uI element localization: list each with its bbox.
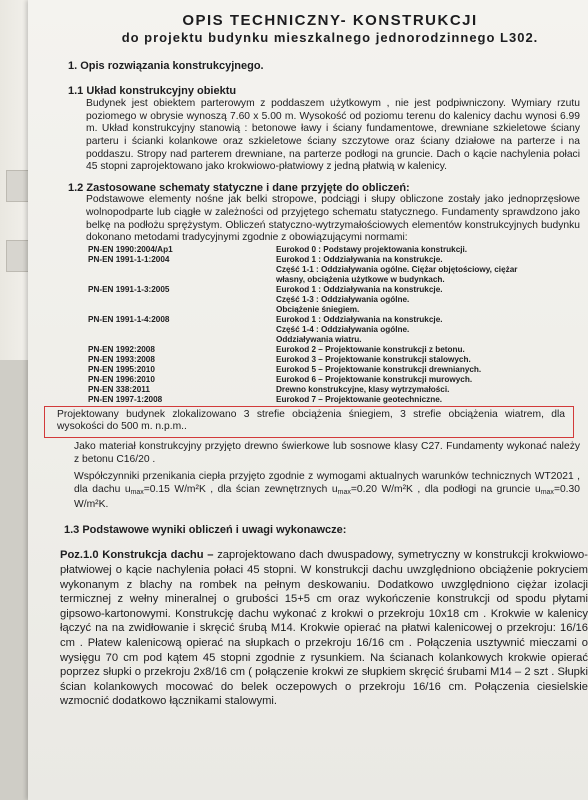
- norm-code: [88, 295, 276, 305]
- section-1-heading: 1. Opis rozwiązania konstrukcyjnego.: [68, 60, 264, 72]
- document-title: OPIS TECHNICZNY- KONSTRUKCJI: [182, 12, 478, 29]
- norm-row: [88, 395, 580, 405]
- norm-code: [88, 325, 276, 335]
- section-1-2-heading: 1.2 Zastosowane schematy statyczne i dane przyjęte do obliczeń:: [68, 181, 410, 194]
- norm-description: Eurokod 2 – Projektowanie konstrukcji z betonu.: [276, 344, 465, 354]
- norm-description: Część 1-1 : Oddziaływania ogólne. Ciężar objętościowy, ciężar: [276, 264, 518, 274]
- norm-code: [88, 335, 276, 345]
- poz-1-0-text: zaprojektowano dach dwuspadowy, symetryczny w konstrukcji krokwiowo-płatwiowej o kącie nachylenia połaci 45 stopni. W konstrukcji dachu uwzględniono obciążenie pokryciem wykonanym z blachy na rombek na pełnym deskowaniu. Dodatkowo uwzględniono ciężar izolacji termicznej z wełny mineralnej o grubości 15+5 cm oraz wykończenie konstrukcji od spodu płytami gipsowo-kartonowymi. Konstrukcję dachu wykonać z krokwi o przekroju 10x18 cm . Krokwie w kalenicy łączyć na na zwidłowanie i skręcić śrubą M14. Krokwie opierać na płatwi kalenicowej o przekroju: 16/16 cm . Płatew kalenicową opierać na słupkach o przekroju 16/16 cm . Połączenia usztywnić mieczami o wysięgu 70 cm pod kątem 45 stopni zgodnie z rysunkiem. Na ścianach kolankowych krokwie opierać poprzez słupki o przekroju 2x8/16 cm ( połączenie krokwi ze słupkiem skręcić śrubami M14 – 2 szt . Słupki ścian kolankowych mocować do belek oczepowych o przekroju 16/16 cm. Połączenia ciesielskie wzmocnić dodatkowo łącznikami stalowymi.: [60, 549, 588, 708]
- climate-zone-text: Projektowany budynek zlokalizowano 3 strefie obciążenia śniegiem, 3 strefie obciążenia wiatrem, dla wysokości do 500 m. n.p.m..: [57, 408, 565, 433]
- norm-code: PN-EN 1997-1:2008: [88, 394, 163, 404]
- roof-construction-paragraph: [60, 548, 588, 709]
- section-1-1-heading: 1.1 Układ konstrukcyjny obiektu: [68, 84, 237, 97]
- norm-description: Eurokod 1 : Oddziaływania na konstrukcje.: [276, 284, 443, 294]
- norm-code: PN-EN 1991-1-4:2008: [88, 314, 170, 324]
- norm-row: [88, 385, 580, 395]
- norm-description: Drewno konstrukcyjne, klasy wytrzymałości.: [276, 384, 450, 394]
- norm-code: PN-EN 1996:2010: [88, 374, 155, 384]
- norm-description: Oddziaływania wiatru.: [276, 334, 362, 344]
- binder-tab: [6, 170, 30, 202]
- thermal-paragraph: Współczynniki przenikania ciepła przyjęto zgodnie z wymogami aktualnych warunków technicznych WT2021 , dla dachu $u_{max}=0.15$ W/m²K , dla ścian zewnętrznych $u_{max}=0.20$ W/m²K , dla podłogi na gruncie $u_{max}=0.30$ W/m²K.: [74, 471, 580, 511]
- norm-row: [88, 305, 580, 315]
- section-1-3-heading: 1.3 Podstawowe wyniki obliczeń i uwagi wykonawcze:: [64, 523, 347, 536]
- norm-code: PN-EN 1993:2008: [88, 354, 155, 364]
- poz-1-0-title: Poz.1.0 Konstrukcja dachu –: [60, 549, 214, 562]
- document-subtitle: do projektu budynku mieszkalnego jednorodzinnego L302.: [121, 30, 539, 45]
- u-max-symbol: $u_{max}$: [124, 483, 144, 496]
- norm-description: Eurokod 1 : Oddziaływania na konstrukcje.: [276, 314, 443, 324]
- norm-row: [88, 315, 580, 325]
- norm-description: Eurokod 0 : Podstawy projektowania konstrukcji.: [276, 244, 468, 254]
- norm-description: Eurokod 5 – Projektowanie konstrukcji drewnianych.: [276, 364, 482, 374]
- norm-code: PN-EN 1991-1-1:2004: [88, 254, 170, 264]
- norm-description: Eurokod 6 – Projektowanie konstrukcji murowych.: [276, 374, 473, 384]
- norm-row: [88, 325, 580, 335]
- norm-description: własny, obciążenia użytkowe w budynkach.: [276, 274, 445, 284]
- norm-row: [88, 245, 580, 255]
- norm-description: Część 1-3 : Oddziaływania ogólne.: [276, 294, 410, 304]
- norm-code: PN-EN 1990:2004/Ap1: [88, 244, 173, 254]
- norm-row: [88, 335, 580, 345]
- norm-code: [88, 265, 276, 275]
- material-paragraph: Jako materiał konstrukcyjny przyjęto drewno świerkowe lub sosnowe klasy C27. Fundamenty wykonać należy z betonu C16/20 .: [74, 440, 580, 465]
- norm-code: PN-EN 1992:2008: [88, 344, 155, 354]
- u-max-symbol: $u_{max}$: [534, 483, 554, 496]
- norm-code: PN-EN 338:2011: [88, 384, 150, 394]
- norm-description: Eurokod 7 – Projektowanie geotechniczne.: [276, 394, 443, 404]
- norm-row: [88, 345, 580, 355]
- norm-row: [88, 375, 580, 385]
- document-page: [28, 0, 588, 800]
- norm-row: [88, 265, 580, 275]
- norm-description: Eurokod 3 – Projektowanie konstrukcji stalowych.: [276, 354, 471, 364]
- section-1-2-paragraph: Podstawowe elementy nośne jak belki stropowe, podciągi i słupy obliczone zostały jako jednoprzęsłowe wolnopodparte lub ciągłe w zależności od przyjętego schematu statycznego. Fundamenty sprawdzono jako belkę na podłożu sprężystym. Obliczeń statyczno-wytrzymałościowych elementów konstrukcyjnych budynku dokonano metodami tradycyjnymi zgodnie z obowiązującymi normami:: [86, 194, 580, 244]
- norm-row: [88, 355, 580, 365]
- document-content: [57, 12, 588, 709]
- norm-row: [88, 285, 580, 295]
- norm-row: [88, 295, 580, 305]
- norm-code: PN-EN 1995:2010: [88, 364, 155, 374]
- u-max-symbol: $u_{max}$: [331, 483, 351, 496]
- section-1-1-paragraph: Budynek jest obiektem parterowym z poddaszem użytkowym , nie jest podpiwniczony. Wymiary rzutu poziomego w obrysie wynoszą 7.60 x 5.00 m. Wysokość od poziomu terenu do kalenicy dachu wynosi 6.99 m. Układ konstrukcyjny stanowią : betonowe ławy i ściany fundamentowe, drewniane szkieletowe ściany parteru i ścianki kolankowe oraz szkieletowe ściany szczytowe oraz ściany działowe na parterze i na poddaszu. Stropy nad parterem drewniane, na parterze podłogi na gruncie. Dach o kącie nachylenia połaci 45 stopni zaprojektowano jako krokwiowo-płatwiowy z jedną płatwią w kalenicy.: [86, 98, 580, 173]
- norm-row: [88, 365, 580, 375]
- norm-code: PN-EN 1991-1-3:2005: [88, 284, 170, 294]
- norm-row: [88, 255, 580, 265]
- norm-code: [88, 275, 276, 285]
- highlighted-climate-zone-box: [44, 406, 574, 438]
- norm-description: Eurokod 1 : Oddziaływania na konstrukcje.: [276, 254, 443, 264]
- norm-description: Część 1-4 : Oddziaływania ogólne.: [276, 324, 410, 334]
- norms-list: [88, 245, 580, 405]
- norm-description: Obciążenie śniegiem.: [276, 304, 360, 314]
- norm-row: [88, 275, 580, 285]
- norm-code: [88, 305, 276, 315]
- binder-tab: [6, 240, 30, 272]
